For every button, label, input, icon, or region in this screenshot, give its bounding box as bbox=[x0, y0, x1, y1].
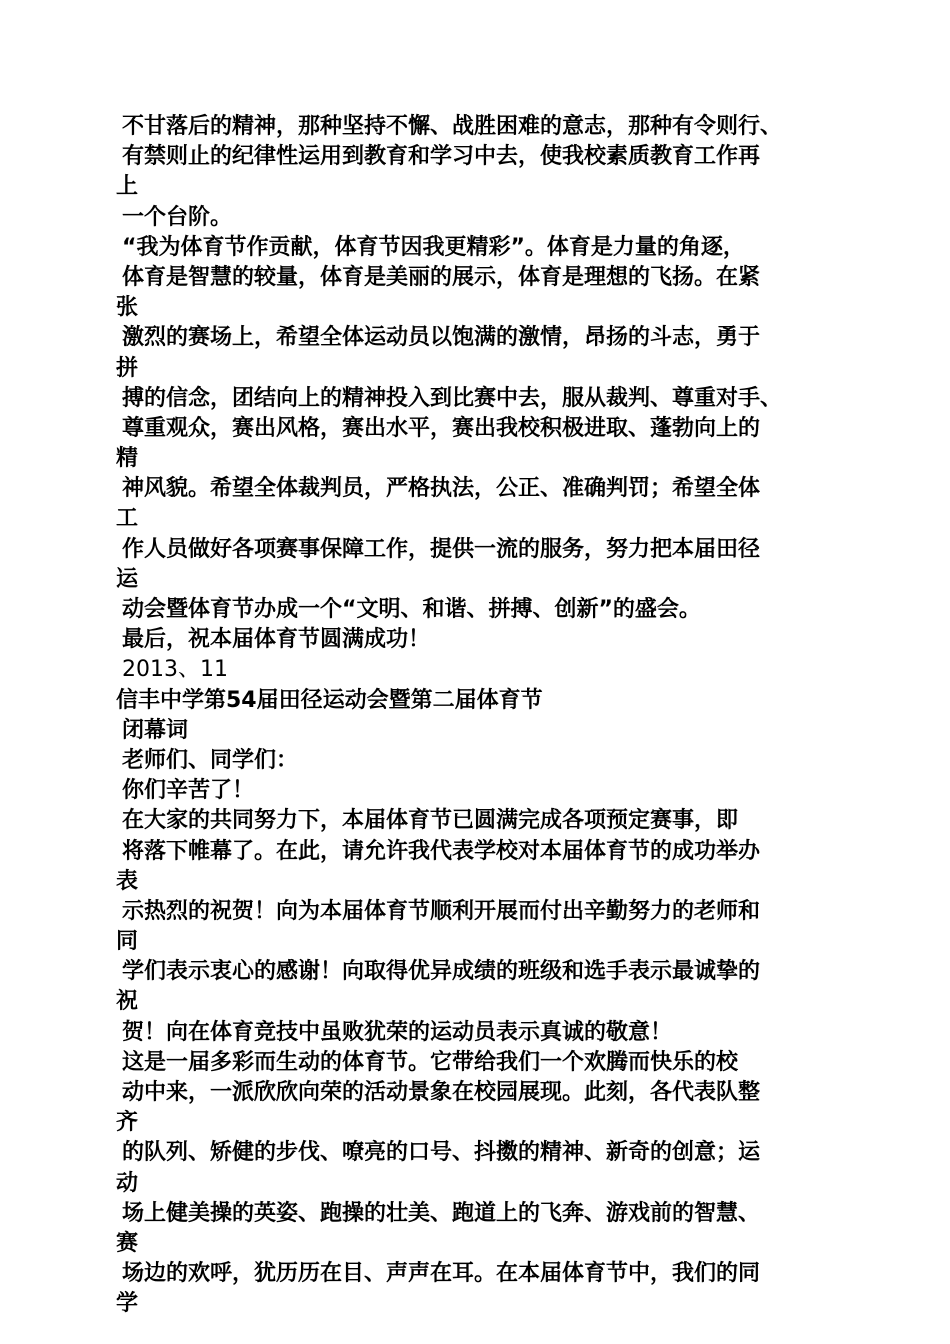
text-line: 场上健美操的英姿、跑操的壮美、跑道上的飞奔、游戏前的智慧、 bbox=[122, 1200, 761, 1226]
text-line: “我为体育节作贡献，体育节因我更精彩”。体育是力量的角逐， bbox=[122, 234, 745, 260]
text-line: 精 bbox=[116, 446, 139, 472]
text-line: 表 bbox=[116, 868, 139, 894]
text-line: 赛 bbox=[116, 1230, 139, 1256]
text-line: 一个台阶。 bbox=[122, 204, 233, 230]
text-line: 信丰中学第54届田径运动会暨第二届体育节 bbox=[116, 687, 543, 713]
text-line: 神风貌。希望全体裁判员，严格执法，公正、准确判罚；希望全体 bbox=[122, 476, 761, 502]
text-line: 你们辛苦了！ bbox=[122, 778, 255, 804]
text-line: 场边的欢呼，犹历历在目、声声在耳。在本届体育节中，我们的同 bbox=[122, 1261, 761, 1287]
text-line: 张 bbox=[116, 295, 139, 321]
text-line: 拼 bbox=[116, 355, 139, 381]
text-line: 搏的信念，团结向上的精神投入到比赛中去，服从裁判、尊重对手、 bbox=[122, 385, 783, 411]
text-line: 运 bbox=[116, 566, 139, 592]
text-line: 示热烈的祝贺！向为本届体育节顺利开展而付出辛勤努力的老师和 bbox=[122, 898, 761, 924]
text-line: 同 bbox=[116, 929, 139, 955]
text-line: 有禁则止的纪律性运用到教育和学习中去，使我校素质教育工作再 bbox=[122, 144, 761, 170]
text-line: 最后，祝本届体育节圆满成功！ bbox=[122, 627, 431, 653]
text-line: 尊重观众，赛出风格，赛出水平，赛出我校积极进取、蓬勃向上的 bbox=[122, 415, 761, 441]
text-line: 学们表示衷心的感谢！向取得优异成绩的班级和选手表示最诚挚的 bbox=[122, 959, 761, 985]
text-line: 不甘落后的精神，那种坚持不懈、战胜困难的意志，那种有令则行、 bbox=[122, 114, 783, 139]
text-line: 激烈的赛场上，希望全体运动员以饱满的激情，昂扬的斗志，勇于 bbox=[122, 325, 761, 351]
text-line: 在大家的共同努力下，本届体育节已圆满完成各项预定赛事，即 bbox=[122, 808, 739, 834]
text-line: 学 bbox=[116, 1291, 139, 1317]
text-line: 体育是智慧的较量，体育是美丽的展示，体育是理想的飞扬。在紧 bbox=[122, 264, 761, 290]
text-line: 祝 bbox=[116, 989, 139, 1015]
text-line: 动 bbox=[116, 1170, 139, 1196]
text-line: 这是一届多彩而生动的体育节。它带给我们一个欢腾而快乐的校 bbox=[122, 1049, 739, 1075]
text-line: 动中来，一派欣欣向荣的活动景象在校园展现。此刻，各代表队整 bbox=[122, 1080, 761, 1105]
text-line: 齐 bbox=[116, 1110, 139, 1136]
text-line: 动会暨体育节办成一个“文明、和谐、拼搏、创新”的盛会。 bbox=[122, 597, 701, 622]
text-line: 贺！向在体育竞技中虽败犹荣的运动员表示真诚的敬意！ bbox=[122, 1019, 673, 1045]
text-line: 的队列、矫健的步伐、嘹亮的口号、抖擞的精神、新奇的创意；运 bbox=[122, 1140, 761, 1166]
document-body bbox=[116, 112, 836, 1320]
text-line: 老师们、同学们： bbox=[122, 747, 299, 773]
text-line: 闭幕词 bbox=[122, 717, 189, 743]
text-line: 将落下帷幕了。在此，请允许我代表学校对本届体育节的成功举办 bbox=[122, 838, 761, 864]
text-line: 工 bbox=[116, 506, 139, 532]
text-line: 作人员做好各项赛事保障工作，提供一流的服务，努力把本届田径 bbox=[122, 536, 761, 562]
text-line: 上 bbox=[116, 174, 139, 200]
text-line: 2013、11 bbox=[122, 657, 228, 683]
